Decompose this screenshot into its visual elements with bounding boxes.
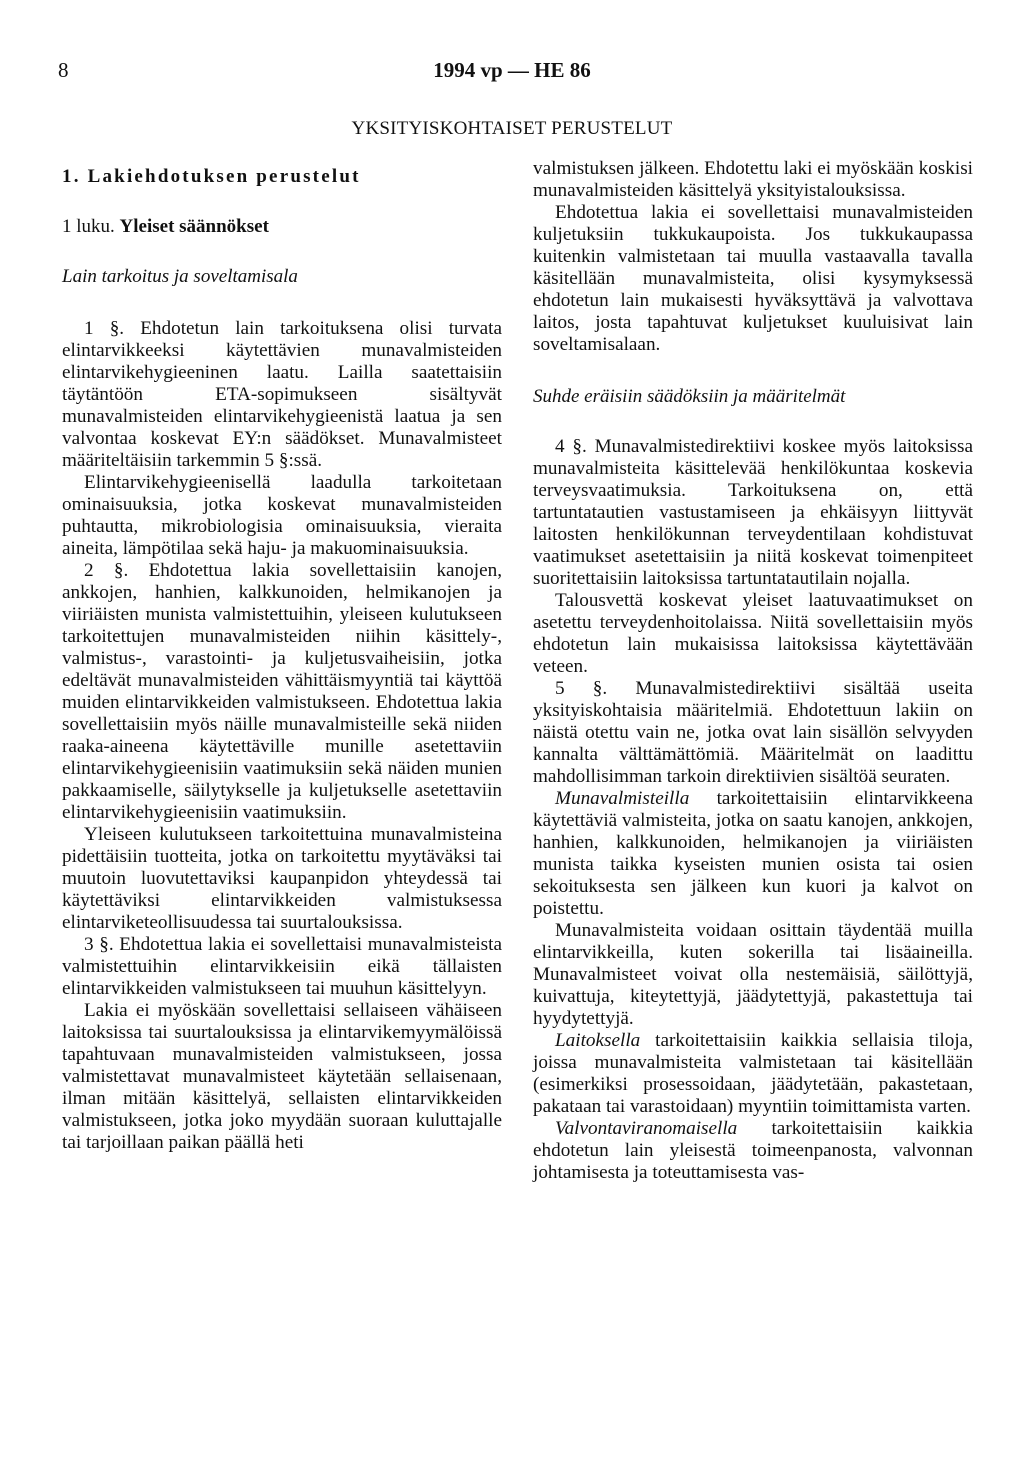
paragraph: 1 §. Ehdotetun lain tarkoituksena olisi turvata elintarvikkeeksi käytettävien munavalmisteiden elintarvikehygieeninen laatu. Lailla saatettaisiin täytäntöön ETA-sopimukseen sisältyvät munavalmisteiden elintarvikehygieenistä laatua ja sen valvontaa koskevat EY:n säädökset. Munavalmisteet määriteltäisiin tarkemmin 5 §:ssä. (62, 318, 502, 471)
running-head: 1994 vp — HE 86 (433, 58, 591, 82)
paragraph: 4 §. Munavalmistedirektiivi koskee myös laitoksissa munavalmisteita käsittelevää henkilökuntaa koskevia terveysvaatimuksia. Tarkoituksena on, että tartuntatautien vastustamiseen ja ehkäisyyn liittyvät laitosten henkilökunnan terveydentilaan kohdistuvat vaatimukset asetettaisiin ja niitä koskevat toimenpiteet suoritettaisiin laitoksissa tartuntatautilain nojalla. (533, 436, 973, 589)
chapter-heading: 1. Lakiehdotuksen perustelut (62, 166, 361, 187)
definition-text: tarkoitettaisiin elintarvikkeena käytettäviä valmisteita, jotka on saatu kanojen, ankkojen, hanhien, kalkkunoiden, helmikanojen ja viiriäisten munista taikka kyseisten munien osista tai osien sekoituksesta sen jälkeen kun kuori ja kalvot on poistettu. (533, 788, 973, 919)
paragraph: Ehdotettua lakia ei sovellettaisi munavalmisteiden kuljetuksiin tukkukaupoista. Jos tukkukaupassa kuitenkin valmistetaan tai muulla vastaavalla tavalla käsitellään munavalmisteita, olisi kysymyksessä ehdotetun lain mukaisesti hyväksyttävä ja valvottava laitos, josta tapahtuvat kuljetukset kuuluisivat lain soveltamisalaan. (533, 202, 973, 355)
luku-heading (62, 216, 502, 238)
defined-term: Laitoksella (555, 1030, 641, 1051)
section-title: YKSITYISKOHTAISET PERUSTELUT (351, 118, 673, 139)
paragraph: Yleiseen kulutukseen tarkoitettuina munavalmisteina pidettäisiin tuotteita, jotka on tarkoitettu myytäväksi tai muutoin luovutettaviksi kaupanpidon yhteydessä tai käytettäviksi elintarvikkeiden valmistuksessa elintarviketeollisuudessa tai suurtalouksissa. (62, 824, 502, 933)
luku-number: 1 luku. (62, 216, 115, 237)
defined-term: Munavalmisteilla (555, 788, 690, 809)
paragraph: Elintarvikehygieenisellä laadulla tarkoitetaan ominaisuuksia, jotka koskevat munavalmisteiden puhtautta, mikrobiologisia ominaisuuksia, vieraita aineita, lämpötilaa sekä haju- ja makuominaisuuksia. (62, 472, 502, 559)
paragraph: Lakia ei myöskään sovellettaisi sellaiseen vähäiseen laitoksissa tai suurtalouksissa ja elintarvikemyymälöissä tapahtuvaan munavalmisteiden valmistukseen, jossa valmistettavat munavalmisteet käytetään sellaisenaan, ilman mitään käsittelyä, sellaisten elintarvikkeiden valmistukseen, jotka joko myydään suoraan kuluttajalle tai tarjoillaan paikan päällä heti (62, 1000, 502, 1153)
paragraph: 2 §. Ehdotettua lakia sovellettaisiin kanojen, ankkojen, hanhien, kalkkunoiden, helmikanojen ja viiriäisten munista valmistettuihin, yleiseen kulutukseen tarkoitettujen munavalmisteiden niihin käsittely-, valmistus-, varastointi- ja kuljetusvaiheisiin, jotka edeltävät munavalmisteiden vähittäismyyntiä tai käyttöä muiden elintarvikkeiden valmistukseen. Ehdotettua lakia sovellettaisiin myös näille munavalmisteille sekä niiden raaka-aineena käytettäville munille asetettaviin elintarvikehygieenisiin vaatimuksiin sekä näiden munien pakkaamiselle, säilytykselle ja kuljetukselle asetettaviin elintarvikehygieenisiin vaatimuksiin. (62, 560, 502, 823)
paragraph: valmistuksen jälkeen. Ehdotettu laki ei myöskään koskisi munavalmisteiden käsittelyä yksityistalouksissa. (533, 158, 973, 201)
definition-laitoksella (533, 1030, 973, 1118)
page-number: 8 (58, 58, 69, 82)
sub-heading-scope: Lain tarkoitus ja soveltamisala (62, 266, 298, 287)
right-column (533, 158, 973, 1184)
paragraph: Munavalmisteita voidaan osittain täydentää muilla elintarvikkeilla, kuten sokerilla tai lisäaineilla. Munavalmisteet voivat olla nestemäisiä, säilöttyjä, kuivattuja, kiteytettyjä, jäädytettyjä, pakastettuja tai hyydytettyjä. (533, 920, 973, 1029)
paragraph: 3 §. Ehdotettua lakia ei sovellettaisi munavalmisteista valmistettuihin elintarvikkeisiin eikä tällaisten elintarvikkeiden valmistukseen tai muuhun käsittelyyn. (62, 934, 502, 999)
definition-text: tarkoitettaisiin kaikkia ehdotetun lain yleisestä toimeenpanosta, valvonnan johtamisesta ja toteuttamisesta vas- (533, 1118, 973, 1183)
luku-title: Yleiset säännökset (119, 216, 269, 237)
paragraph: 5 §. Munavalmistedirektiivi sisältää useita yksityiskohtaisia määritelmiä. Ehdotettuun lakiin on näistä otettu vain ne, jotka ovat lain sisällön selvyyden kannalta välttämättömiä. Määritelmät on laadittu mahdollisimman tarkoin direktiivien sisältöä seuraten. (533, 678, 973, 787)
paragraph: Talousvettä koskevat yleiset laatuvaatimukset on asetettu terveydenhoitolaissa. Niitä sovellettaisiin myös ehdotetun lain mukaisissa laitoksissa käytettävään veteen. (533, 590, 973, 677)
defined-term: Valvontaviranomaisella (555, 1118, 738, 1139)
definition-munavalmisteilla (533, 788, 973, 920)
definition-text: tarkoitettaisiin kaikkia sellaisia tiloja, joissa munavalmisteita valmistetaan tai käsitellään (esimerkiksi prosessoidaan, jäädytetään, pakastetaan, pakataan tai varastoidaan) myyntiin toimittamista varten. (533, 1030, 973, 1117)
definition-valvontaviranomaisella (533, 1118, 973, 1184)
sub-heading-definitions: Suhde eräisiin säädöksiin ja määritelmät (533, 386, 846, 407)
left-column (62, 158, 502, 1154)
